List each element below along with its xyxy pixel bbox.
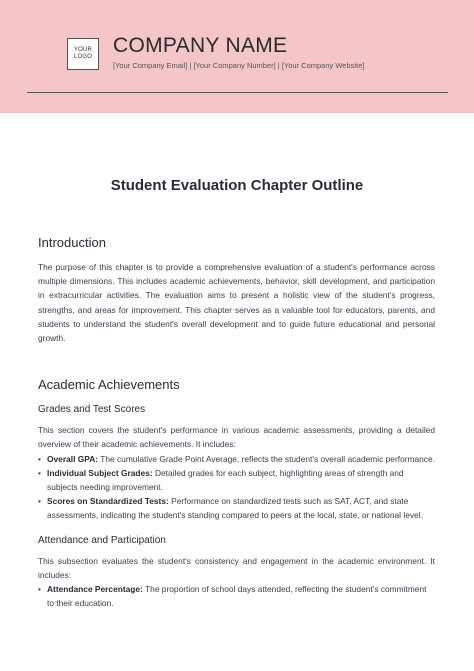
introduction-heading: Introduction: [38, 235, 106, 250]
company-name: COMPANY NAME: [113, 34, 288, 57]
list-item-text: Detailed grades for each subject, highlighting areas of strength and subjects needing improvement.: [47, 467, 404, 493]
introduction-paragraph: The purpose of this chapter is to provide a comprehensive evaluation of a student's performance across multiple dimensions. This includes academic achievements, behavior, skill development, and participation in extracurricular activities. The evaluation aims to present a holistic view of the student's progress, strengths, and areas for improvement. This chapter serves as a valuable tool for educators, parents, and students to understand the student's overall development and to guide future educational and personal growth.: [38, 262, 435, 344]
list-item-text: The proportion of school days attended, reflecting the student's commitment to their education.: [47, 584, 427, 609]
list-item: [38, 466, 435, 494]
header-banner: [0, 0, 474, 113]
grades-heading: Grades and Test Scores: [38, 404, 146, 416]
company-logo: [67, 38, 99, 70]
grades-intro: This section covers the student's performance in various academic assessments, providing a detailed overview of their academic achievements. It includes:: [38, 425, 435, 450]
list-item-label: Individual Subject Grades:: [47, 467, 153, 478]
list-item: [38, 452, 435, 466]
list-item-label: Attendance Percentage:: [47, 584, 143, 595]
list-item-label: Scores on Standardized Tests:: [47, 496, 169, 507]
document-title: Student Evaluation Chapter Outline: [110, 177, 364, 194]
list-item-text: Performance on standardized tests such as SAT, ACT, and state assessments, indicating the student's standing compared to peers at the local, state, or national level.: [47, 496, 423, 521]
document-body: [38, 235, 435, 610]
list-item-label: Overall GPA:: [47, 453, 99, 464]
company-contact: [Your Company Email] | [Your Company Number] | [Your Company Website]: [113, 61, 365, 70]
list-item-text: The cumulative Grade Point Average, reflects the student's overall academic performance.: [98, 453, 435, 464]
attendance-intro: This subsection evaluates the student's consistency and engagement in the academic environment. It includes:: [38, 555, 435, 580]
attendance-heading: Attendance and Participation: [38, 534, 166, 546]
logo-line-1: YOUR: [73, 47, 93, 53]
grades-list: [38, 452, 435, 523]
list-item: [38, 582, 435, 610]
logo-line-2: LOGO: [73, 54, 93, 60]
list-item: [38, 494, 435, 522]
header-divider: [27, 92, 448, 93]
attendance-list: [38, 582, 435, 610]
academic-heading: Academic Achievements: [38, 377, 180, 393]
